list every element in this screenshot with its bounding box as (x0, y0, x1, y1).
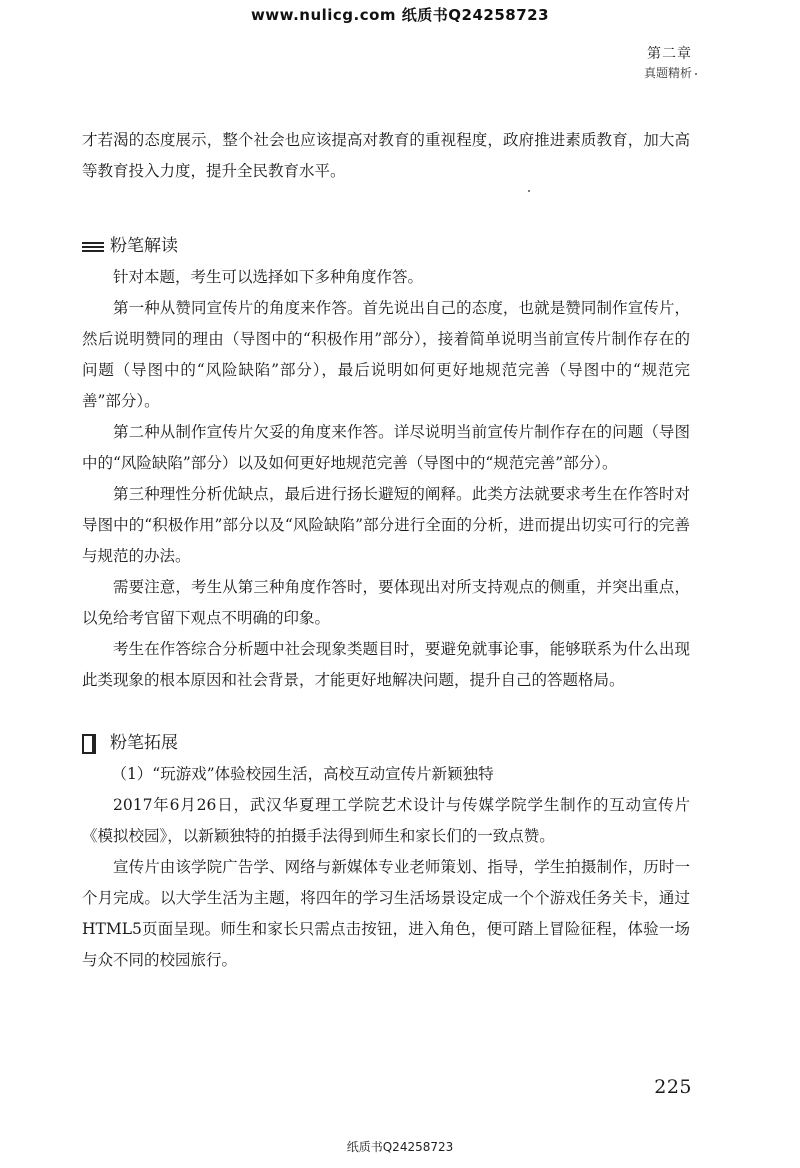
body-paragraph: 宣传片由该学院广告学、网络与新媒体专业老师策划、指导，学生拍摄制作，历时一个月完成。以大学生活为主题，将四年的学习生活场景设定成一个个游戏任务关卡，通过HTML5页面呈现。师生和家长只需点击按钮，进入角色，便可踏上冒险征程，体验一场与众不同的校园旅行。 (82, 858, 690, 969)
intro-paragraph: 才若渴的态度展示，整个社会也应该提高对教育的重视程度，政府推进素质教育，加大高等教育投入力度，提升全民教育水平。 (82, 131, 690, 180)
page-number: 225 (654, 1076, 692, 1098)
section-title: 粉笔拓展 (110, 733, 178, 753)
section-title: 粉笔解读 (110, 236, 178, 256)
chapter-subtitle: 真题精析 (643, 66, 692, 80)
scan-speck (695, 73, 697, 75)
subsection-title: （1）“玩游戏”体验校园生活，高校互动宣传片新颖独特 (111, 765, 494, 783)
body-paragraph: 第二种从制作宣传片欠妥的角度来作答。详尽说明当前宣传片制作存在的问题（导图中的“风险缺陷”部分）以及如何更好地规范完善（导图中的“规范完善”部分）。 (82, 423, 690, 472)
running-head (644, 44, 692, 82)
header-watermark: www.nulicg.com 纸质书Q24258723 (250, 6, 550, 24)
scan-speck (528, 190, 530, 192)
body-paragraph: 第三种理性分析优缺点，最后进行扬长避短的阐释。此类方法就要求考生在作答时对导图中的“积极作用”部分以及“风险缺陷”部分进行全面的分析，进而提出切实可行的完善与规范的办法。 (82, 485, 690, 565)
body-paragraph: 针对本题，考生可以选择如下多种角度作答。 (113, 268, 424, 286)
body-paragraph: 2017年6月26日，武汉华夏理工学院艺术设计与传媒学院学生制作的互动宣传片《模拟校园》，以新颖独特的拍摄手法得到师生和家长们的一致点赞。 (82, 796, 690, 845)
section-heading-extension (82, 728, 690, 759)
page-body (82, 125, 690, 976)
section-heading-interpretation (82, 231, 690, 262)
body-paragraph: 需要注意，考生从第三种角度作答时，要体现出对所支持观点的侧重，并突出重点，以免给考官留下观点不明确的印象。 (82, 578, 690, 627)
book-icon (82, 734, 96, 754)
body-paragraph: 考生在作答综合分析题中社会现象类题目时，要避免就事论事，能够联系为什么出现此类现象的根本原因和社会背景，才能更好地解决问题，提升自己的答题格局。 (82, 640, 690, 689)
footer-watermark: 纸质书Q24258723 (346, 1140, 454, 1154)
body-paragraph: 第一种从赞同宣传片的角度来作答。首先说出自己的态度，也就是赞同制作宣传片，然后说明赞同的理由（导图中的“积极作用”部分），接着简单说明当前宣传片制作存在的问题（导图中的“风险缺陷”部分），最后说明如何更好地规范完善（导图中的“规范完善”部分）。 (82, 299, 690, 410)
section-bars-icon (82, 240, 104, 254)
chapter-title: 第二章 (647, 46, 692, 62)
